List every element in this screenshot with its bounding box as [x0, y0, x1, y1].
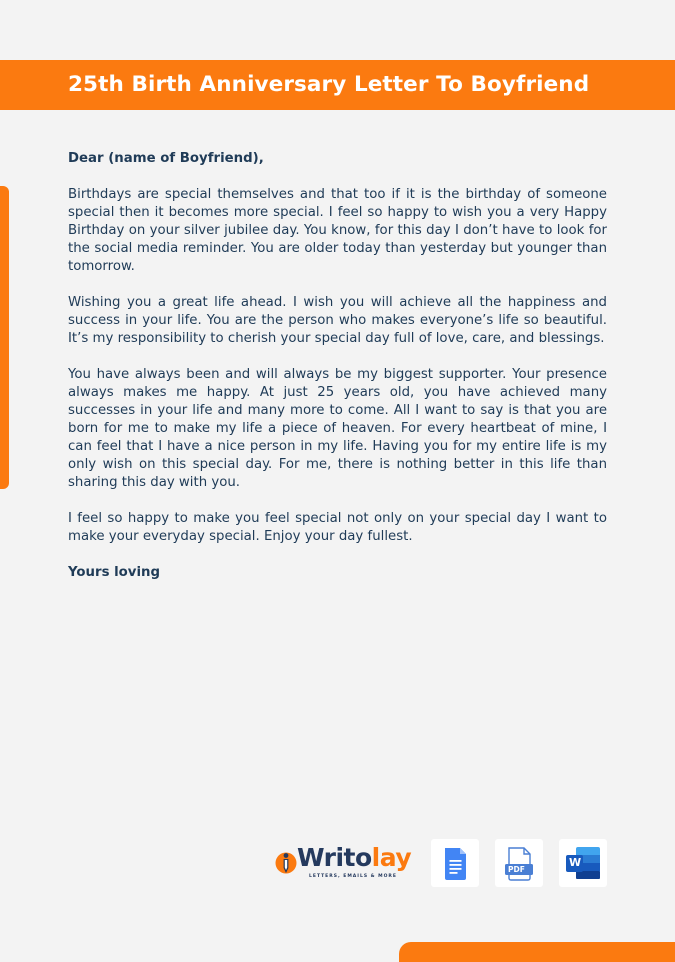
writolay-logo[interactable] [275, 843, 415, 885]
pdf-label: PDF [508, 865, 525, 874]
pdf-icon[interactable] [495, 839, 543, 887]
letter-closing: Yours loving [68, 565, 161, 580]
bottom-accent-bar [399, 942, 675, 962]
pencil-logo-icon [275, 849, 297, 877]
logo-tagline: LETTERS, EMAILS & MORE [309, 874, 397, 879]
word-letter: W [569, 856, 582, 869]
letter-body [68, 150, 607, 600]
letter-paragraph-2: Wishing you a great life ahead. I wish you will achieve all the happiness and success in your life. You are the person who makes everyone’s life so beautiful. It’s my responsibility to cherish your special day full of love, care, and blessings. [68, 295, 607, 346]
page-title: 25th Birth Anniversary Letter To Boyfriend [68, 72, 590, 97]
logo-wordmark [297, 843, 411, 872]
letter-paragraph-3: You have always been and will always be my biggest supporter. Your presence always makes me happy. At just 25 years old, you have achieved many successes in your life and many more to come. All I want to say is that you are born for me to make my life a piece of heaven. For every heartbeat of mine, I can feel that I have a nice person in my life. Having you for my entire life is my only wish on this special day. For me, there is nothing better in this life than sharing this day with you. [68, 367, 607, 490]
google-docs-icon[interactable] [431, 839, 479, 887]
word-icon[interactable] [559, 839, 607, 887]
letter-paragraph-4: I feel so happy to make you feel special not only on your special day I want to make your everyday special. Enjoy your day fullest. [68, 511, 607, 544]
logo-word-part1: Writo [297, 843, 372, 872]
letter-paragraph-1: Birthdays are special themselves and that too if it is the birthday of someone special then it becomes more special. I feel so happy to wish you a very Happy Birthday on your silver jubilee day. You know, for this day I don’t have to look for the social media reminder. You are older today than yesterday but younger than tomorrow. [68, 187, 607, 274]
logo-word-part2: lay [371, 843, 412, 872]
letter-salutation: Dear (name of Boyfriend), [68, 151, 264, 166]
side-accent-bar [0, 186, 9, 489]
